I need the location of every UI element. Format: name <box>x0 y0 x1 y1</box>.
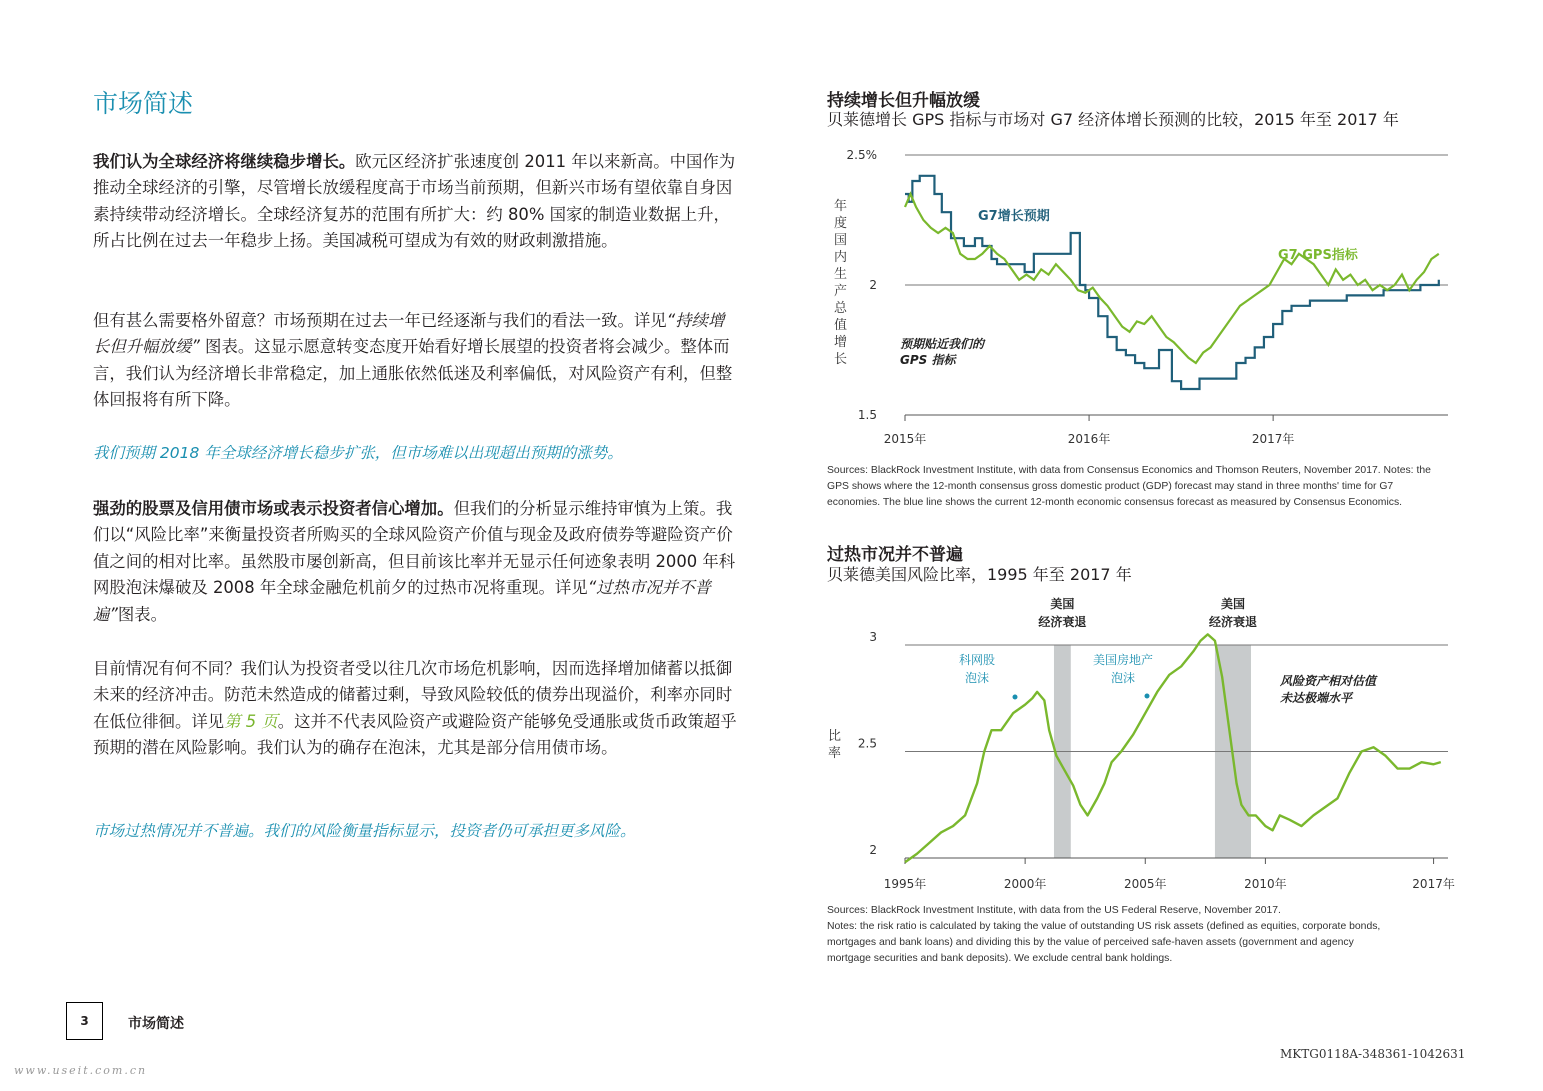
y-tick-label: 3 <box>869 630 877 644</box>
chart2 <box>820 590 1460 900</box>
x-tick-label: 2005年 <box>1123 877 1167 891</box>
x-tick-label: 2010年 <box>1244 877 1287 891</box>
y-axis-label-char: 国 <box>834 233 848 248</box>
footer-section-label: 市场简述 <box>128 1016 184 1032</box>
x-tick-label: 2016年 <box>1067 432 1111 446</box>
legend-g7-forecast: G7增长预期 <box>978 209 1050 224</box>
paragraph-3-body: 但我们的分析显示维持审慎为上策。我们以“风险比率”来衡量投资者所购买的全球风险资产价值与现金及政府债券等避险资产价值之间的相对比率。虽然股市屡创新高，但目前该比率并无显示任何迹象表明 2000 年科网股泡沫爆破及 2008 年全球金融危机前夕的过热市况将重现。详见 <box>93 499 736 598</box>
highlight-1: 我们预期 2018 年全球经济增长稳步扩张，但市场难以出现超出预期的涨势。 <box>93 444 623 462</box>
paragraph-2 <box>93 308 738 414</box>
paragraph-2-body: 但有甚么需要格外留意？市场预期在过去一年已经逐渐与我们的看法一致。详见 <box>93 311 667 330</box>
x-tick-label: 2015年 <box>883 432 927 446</box>
annotation-line: GPS 指标 <box>900 353 956 367</box>
x-tick-label: 2017年 <box>1412 877 1455 891</box>
y-axis-label-char: 内 <box>834 250 848 265</box>
chart2-note-line: Notes: the risk ratio is calculated by taking the value of outstanding US risk assets (defined as equities, corporate bonds, <box>827 921 1381 932</box>
y-tick-label: 2.5 <box>857 736 877 751</box>
y-axis-label: 率 <box>828 746 842 761</box>
annotation-line: 预期贴近我们的 <box>900 337 985 351</box>
paragraph-3-body-cont: 图表。 <box>117 604 168 624</box>
document-code: MKTG0118A-348361-1042631 <box>1280 1047 1466 1061</box>
chart2-note-line: Sources: BlackRock Investment Institute, with data from the US Federal Reserve, November 2017. <box>827 905 1281 916</box>
risk-ratio-line <box>905 634 1441 862</box>
chart1-notes <box>827 463 1447 511</box>
x-tick-label: 2000年 <box>1003 877 1047 891</box>
chart1-note-line: Sources: BlackRock Investment Institute, with data from Consensus Economics and Thomson Reuters, November 2017. Notes: the <box>827 465 1431 476</box>
paragraph-1-lead: 我们认为全球经济将继续稳步增长。 <box>93 152 356 171</box>
y-tick-label: 2.5% <box>846 148 877 162</box>
chart2-notes <box>827 903 1447 967</box>
paragraph-3 <box>93 496 738 628</box>
chart1-subtitle: 贝莱德增长 GPS 指标与市场对 G7 经济体增长预测的比较，2015 年至 2017 年 <box>827 110 1399 129</box>
y-axis-label-char: 度 <box>834 216 848 231</box>
y-axis-label-char: 年 <box>834 199 848 214</box>
y-axis-label-char: 长 <box>834 352 848 367</box>
chart1-title: 持续增长但升幅放缓 <box>827 91 980 111</box>
annotation-dot <box>1013 695 1018 700</box>
paragraph-1-body: 欧元区经济扩张速度创 2011 年以来新高。中国作为推动全球经济的引擎，尽管增长放缓程度高于市场当前预期，但新兴市场有望依靠自身因素持续带动经济增长。全球经济复苏的范围有所扩大：约 80% 国家的制造业数据上升，所占比例在过去一年稳步上扬。美国减税可望成为有效的财政刺激措施。 <box>93 152 736 251</box>
y-axis-label-char: 增 <box>834 335 848 350</box>
y-tick-label: 2 <box>869 278 877 292</box>
annotation-housing: 泡沫 <box>1110 671 1136 685</box>
annotation-dotcom: 泡沫 <box>964 671 990 685</box>
paragraph-4-body: 目前情况有何不同？我们认为投资者受以往几次市场危机影响，因而选择增加储蓄以抵御未来的经济冲击。防范未然造成的储蓄过剩，导致风险较低的债券出现溢价，利率亦同时在低位徘徊。详见 <box>93 659 733 731</box>
paragraph-1 <box>93 149 738 255</box>
chart1 <box>820 135 1460 460</box>
chart2-note-line: mortgage securities and bank deposits). We exclude central bank holdings. <box>827 953 1173 964</box>
paragraph-2-body-cont: 图表。这显示愿意转变态度开始看好增长展望的投资者将会减少。整体而言，我们认为经济增长非常稳定，加上通胀依然低迷及利率偏低，对风险资产有利，但整体回报将有所下降。 <box>93 337 733 410</box>
chart1-note-line: GPS shows where the 12-month consensus gross domestic product (GDP) forecast may stand in three months' time for G7 <box>827 481 1394 492</box>
x-tick-label: 2017年 <box>1251 432 1295 446</box>
annotation-dotcom: 科网股 <box>958 653 996 667</box>
watermark: www.useit.com.cn <box>14 1064 148 1077</box>
y-tick-label: 2 <box>869 843 877 857</box>
highlight-2: 市场过热情况并不普遍。我们的风险衡量指标显示，投资者仍可承担更多风险。 <box>93 822 636 840</box>
y-axis-label: 比 <box>828 729 842 744</box>
legend-g7-gps: G7 GPS指标 <box>1278 248 1358 263</box>
chart2-title: 过热市况并不普遍 <box>827 545 963 565</box>
annotation-valuation: 风险资产相对估值 <box>1280 674 1377 688</box>
page-link[interactable]: 第 5 页 <box>224 711 278 731</box>
recession-label: 经济衰退 <box>1208 615 1257 629</box>
chart1-note-line: economies. The blue line shows the current 12-month economic consensus forecast as measured by Consensus Economics. <box>827 497 1403 508</box>
x-tick-label: 1995年 <box>883 877 927 891</box>
y-axis-label <box>834 198 848 367</box>
paragraph-4-body-cont: 。这并不代表风险资产或避险资产能够免受通胀或货币政策超乎预期的潜在风险影响。我们认为的确存在泡沫，尤其是部分信用债市场。 <box>93 711 737 758</box>
y-axis-label-char: 总 <box>834 301 848 316</box>
y-tick-label: 1.5 <box>857 408 877 422</box>
y-axis-label-char: 产 <box>834 284 848 299</box>
page-title: 市场简述 <box>93 89 194 118</box>
y-axis-label-char: 值 <box>834 318 848 333</box>
recession-label: 经济衰退 <box>1038 615 1087 629</box>
chart-reference: “过热市况并不普遍” <box>93 578 711 624</box>
chart2-subtitle: 贝莱德美国风险比率，1995 年至 2017 年 <box>827 565 1132 584</box>
g7-forecast-line <box>905 176 1439 389</box>
paragraph-4 <box>93 656 738 762</box>
paragraph-3-lead: 强劲的股票及信用债市场或表示投资者信心增加。 <box>93 499 454 518</box>
recession-label: 美国 <box>1220 597 1245 611</box>
annotation-valuation: 未达极端水平 <box>1280 691 1353 705</box>
chart-reference: “持续增长但升幅放缓” <box>93 311 725 357</box>
annotation-dot <box>1145 694 1150 699</box>
page-number: 3 <box>66 1002 103 1040</box>
y-axis-label-char: 生 <box>834 267 848 282</box>
annotation-housing: 美国房地产 <box>1092 653 1154 667</box>
chart2-note-line: mortgages and bank loans) and dividing this by the value of perceived safe-haven assets (government and agency <box>827 937 1354 948</box>
recession-label: 美国 <box>1050 597 1075 611</box>
